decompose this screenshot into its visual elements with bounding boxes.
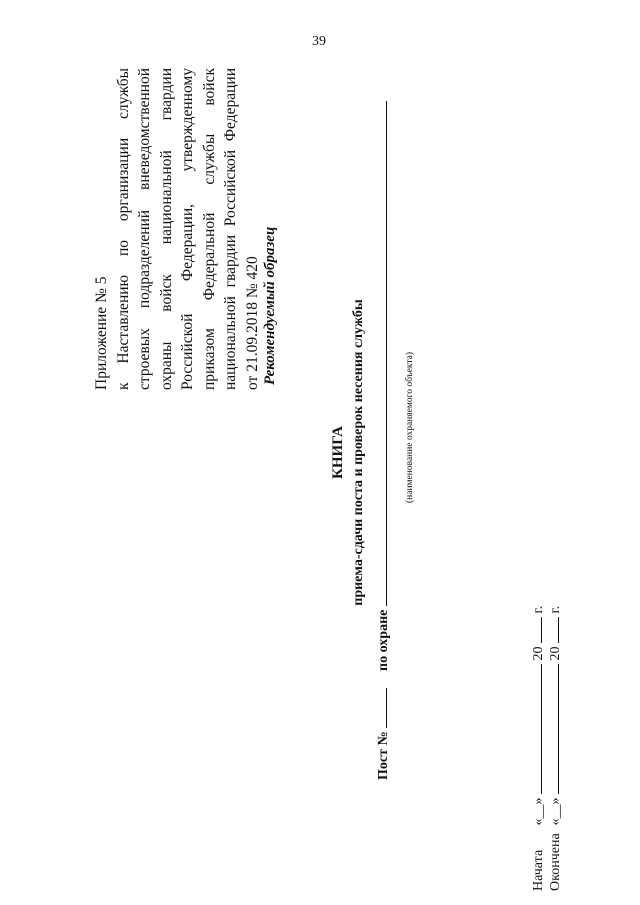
- appendix-line: Приложение № 5: [93, 276, 110, 390]
- day-placeholder: «__»: [531, 797, 546, 826]
- year-prefix: 20: [548, 646, 563, 661]
- month-blank: [529, 664, 542, 794]
- appendix-line: охраны войск национальной гвардии: [157, 68, 175, 390]
- year-suffix: г.: [548, 605, 563, 614]
- appendix-header: [91, 68, 263, 390]
- post-guard-line: [374, 101, 392, 780]
- recommended-sample-mark: Рекомендуемый образец: [262, 226, 278, 385]
- book-title: КНИГА: [330, 426, 346, 479]
- appendix-line: приказом Федеральной службы войск: [200, 68, 218, 390]
- appendix-line: строевых подразделений вневедомственной: [136, 68, 153, 390]
- appendix-line: национальной гвардии Российской Федерации: [222, 68, 239, 390]
- appendix-line: к Наставлению по организации службы: [114, 68, 132, 390]
- date-ended-label: Окончена: [548, 833, 563, 891]
- post-number-blank: [374, 688, 387, 728]
- date-ended-line: [546, 606, 564, 891]
- date-started-line: [529, 606, 547, 891]
- appendix-line: Российской Федерации, утвержденному: [179, 68, 196, 390]
- post-number-label: Пост №: [376, 731, 391, 780]
- guard-label: по охране: [376, 609, 391, 671]
- appendix-line: от 21.09.2018 № 420: [243, 256, 261, 390]
- guarded-object-blank: [374, 101, 387, 606]
- month-blank: [546, 664, 559, 794]
- year-suffix: г.: [531, 605, 546, 614]
- year-blank: [529, 617, 542, 643]
- year-blank: [546, 617, 559, 643]
- date-started-label: Начата: [531, 849, 546, 891]
- year-prefix: 20: [531, 646, 546, 661]
- object-caption: (наименование охраняемого объекта): [405, 351, 415, 503]
- book-subtitle: приема-сдачи поста и проверок несения службы: [351, 299, 366, 606]
- page-number: 39: [312, 34, 326, 49]
- day-placeholder: «__»: [548, 797, 563, 826]
